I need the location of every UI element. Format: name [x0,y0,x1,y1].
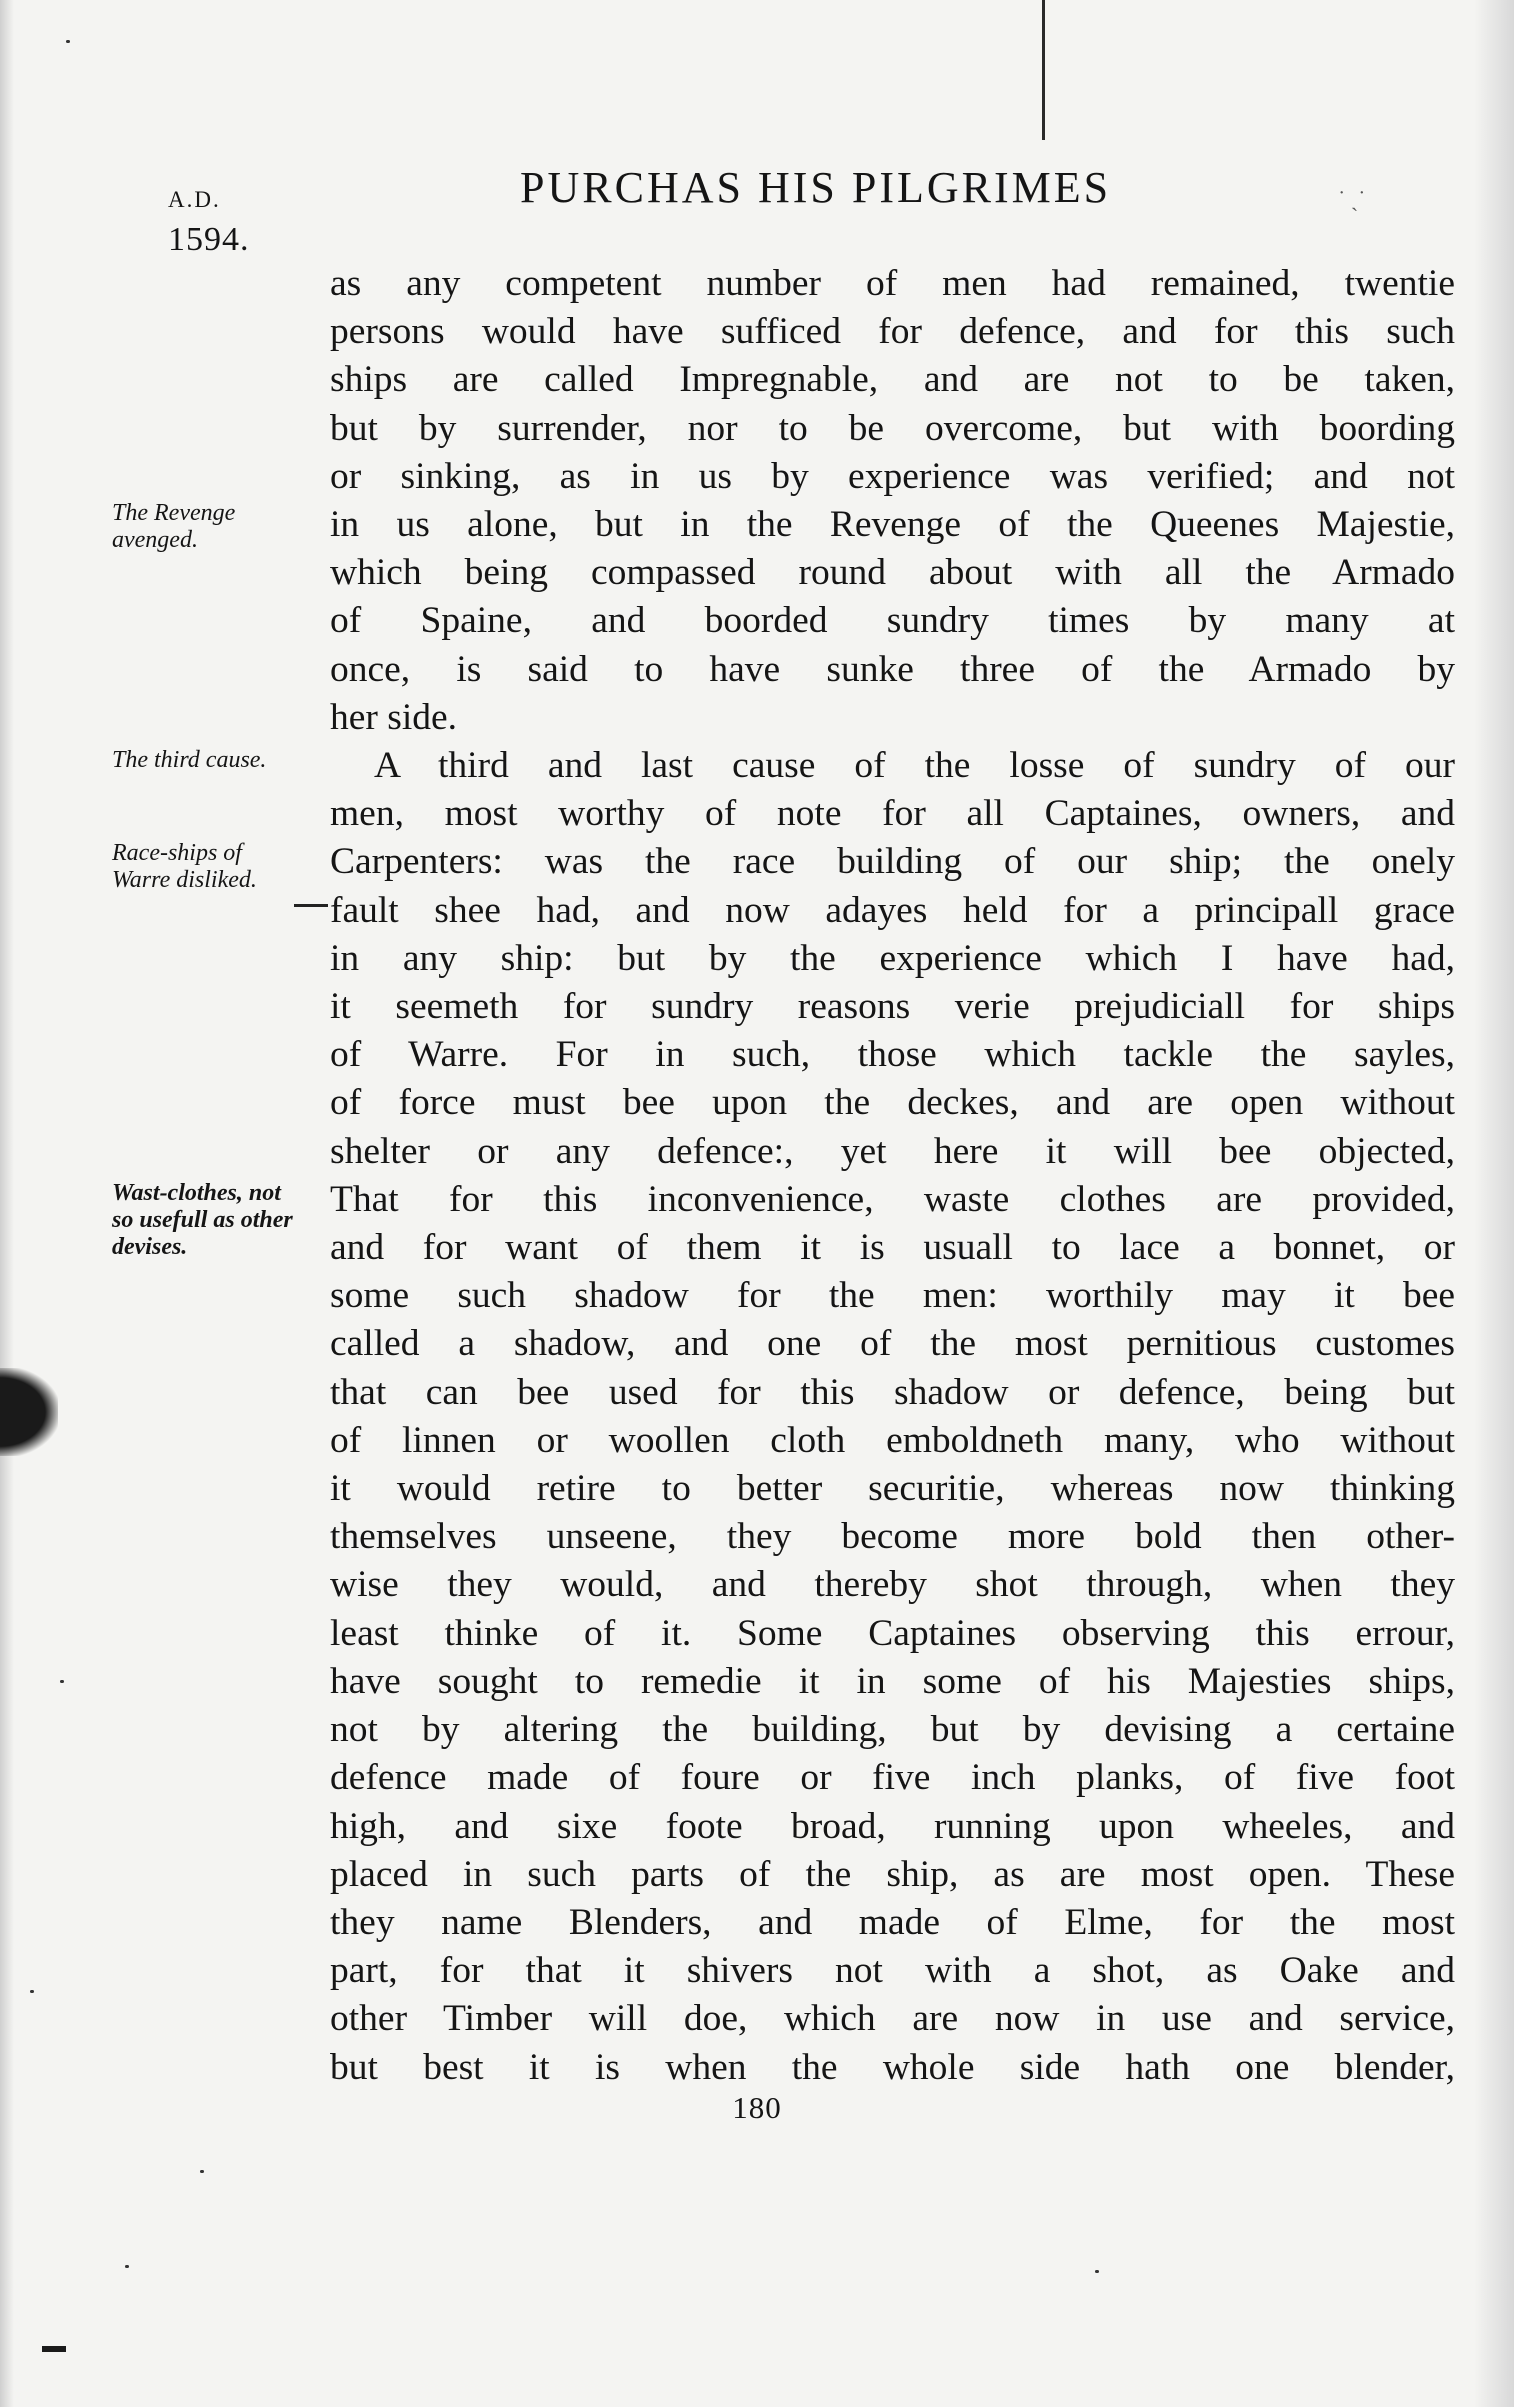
body-line: once, is said to have sunke three of the Armado by [330,648,1455,690]
body-line: called a shadow, and one of the most pernitious customes [330,1323,1455,1365]
body-line: in any ship: but by the experience which I have had, [330,937,1455,979]
margin-note-third-cause: The third cause. [112,747,267,773]
body-line: it seemeth for sundry reasons verie prejudiciall for ships [330,986,1455,1028]
body-line: her side. [330,696,458,738]
scan-speck [60,1680,64,1683]
margin-note-race-ships: Race-ships of Warre disliked. [112,840,257,893]
margin-tick-mark [42,2346,66,2352]
page-edge-right [1474,0,1514,2407]
ornament-icon: ˙ ˏ˙ [1338,186,1366,211]
body-line: which being compassed round about with all the Armado [330,552,1455,594]
body-line: have sought to remedie it in some of his Majesties ships, [330,1660,1455,1702]
year: 1594. [168,221,250,258]
body-line: or sinking, as in us by experience was verified; and not [330,455,1455,497]
scan-speck [1095,2270,1099,2273]
body-line: themselves unseene, they become more bold then other- [330,1516,1455,1558]
margin-note-wast-clothes: Wast-clothes, not so usefull as other devises. [112,1180,293,1260]
body-line: but best it is when the whole side hath one blender, [330,2046,1455,2088]
body-line: as any competent number of men had remained, twentie [330,263,1455,304]
body-line: and for want of them it is usuall to lace a bonnet, or [330,1227,1455,1269]
scan-speck [200,2170,204,2173]
body-line: of force must bee upon the deckes, and are open without [330,1082,1455,1124]
body-line: least thinke of it. Some Captaines observing this errour, [330,1612,1455,1654]
body-line: other Timber will doe, which are now in use and service, [330,1998,1455,2040]
body-line: persons would have sufficed for defence, and for this such [330,311,1455,353]
page-edge-left [0,0,14,2407]
body-text [330,260,1455,2092]
scan-speck [66,40,70,43]
margin-pointer-dash [294,904,328,907]
body-line: fault shee had, and now adayes held for a principall grace [330,889,1455,931]
margin-note-revenge: The Revenge avenged. [112,500,236,553]
body-line: high, and sixe foote broad, running upon wheeles, and [330,1805,1455,1847]
body-line: That for this inconvenience, waste clothes are provided, [330,1178,1455,1220]
body-line: shelter or any defence:, yet here it will bee objected, [330,1130,1455,1172]
body-line: they name Blenders, and made of Elme, for the most [330,1901,1455,1943]
scan-speck [125,2265,129,2268]
body-line: not by altering the building, but by devising a certaine [330,1709,1455,1751]
body-line: placed in such parts of the ship, as are most open. These [330,1853,1455,1895]
body-line: in us alone, but in the Revenge of the Queenes Majestie, [330,504,1455,546]
body-line: part, for that it shivers not with a shot, as Oake and [330,1950,1455,1992]
body-line: some such shadow for the men: worthily may it bee [330,1275,1455,1317]
body-line: A third and last cause of the losse of sundry of our [374,745,1455,787]
body-line: wise they would, and thereby shot through, when they [330,1564,1455,1606]
binding-shadow [0,1368,58,1456]
gutter-rule [1042,0,1045,140]
body-line: defence made of foure or five inch planks, of five foot [330,1757,1455,1799]
body-line: of Spaine, and boorded sundry times by many at [330,600,1455,642]
body-line: ships are called Impregnable, and are not to be taken, [330,359,1455,401]
body-line: Carpenters: was the race building of our ship; the onely [330,841,1455,883]
body-line: that can bee used for this shadow or defence, being but [330,1371,1455,1413]
body-line: men, most worthy of note for all Captaines, owners, and [330,793,1455,835]
body-line: of linnen or woollen cloth emboldneth many, who without [330,1419,1455,1461]
body-line: of Warre. For in such, those which tackle the sayles, [330,1034,1455,1076]
body-line: but by surrender, nor to be overcome, but with boording [330,407,1455,449]
page-number: 180 [732,2090,782,2125]
year-label: A.D. [168,187,221,212]
year-block [168,180,250,260]
running-title: PURCHAS HIS PILGRIMES [520,163,1112,212]
body-line: it would retire to better securitie, whereas now thinking [330,1468,1455,1510]
scan-speck [30,1990,34,1993]
